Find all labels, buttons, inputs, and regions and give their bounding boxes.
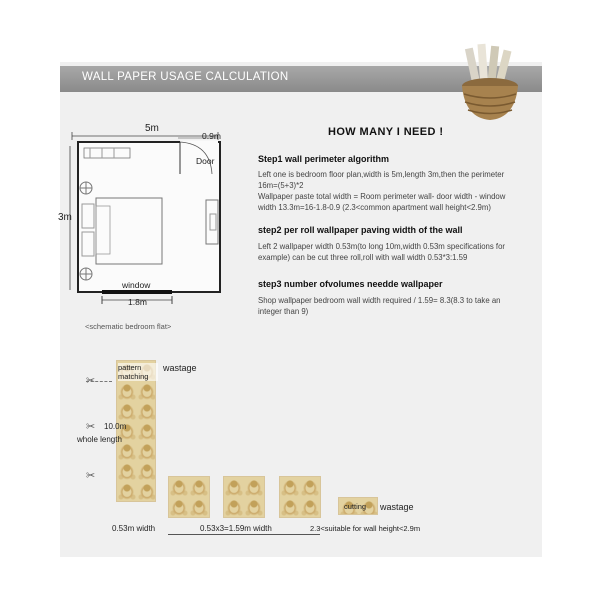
wastage-bottom-label: wastage bbox=[380, 502, 414, 512]
height-note-label: 2.3<suitable for wall height<2.9m bbox=[310, 524, 421, 533]
step1-line-2: 16m=(5+3)*2 bbox=[258, 181, 304, 190]
main-heading: HOW MANY I NEED ! bbox=[328, 126, 444, 138]
single-width-label: 0.53m width bbox=[112, 524, 156, 533]
scissors-icon: ✂ bbox=[86, 375, 96, 387]
triple-width-label: 0.53x3=1.59m width bbox=[200, 524, 272, 533]
door-label: Door bbox=[196, 156, 215, 166]
step1-line-1: Left one is bedroom floor plan,width is 5m,length 3m,then the perimeter bbox=[258, 170, 505, 179]
length-label: 3m bbox=[58, 212, 72, 223]
wallpaper-piece-1 bbox=[168, 476, 210, 518]
wastage-top-label: wastage bbox=[163, 363, 197, 373]
step2-line-2: example) can be cut three roll,roll with wall width 0.53*3:1.59 bbox=[258, 253, 468, 262]
step1-line-4: width 13.3m=16-1.8-0.9 (2.3<common apartment wall height<2.9m) bbox=[258, 203, 491, 212]
window-width-label: 1.8m bbox=[128, 297, 147, 307]
wallpaper-piece-2 bbox=[223, 476, 265, 518]
wallpaper-piece-3 bbox=[279, 476, 321, 518]
door-width-label: 0.9m bbox=[202, 131, 221, 141]
step1-title: Step1 wall perimeter algorithm bbox=[258, 154, 390, 164]
whole-length-label: whole length bbox=[77, 435, 122, 444]
wallpaper-basket-icon bbox=[455, 40, 525, 122]
step3-title: step3 number ofvolumes needde wallpaper bbox=[258, 279, 443, 289]
width-label: 5m bbox=[145, 123, 159, 134]
step2-line-1: Left 2 wallpaper width 0.53m(to long 10m,width 0.53m specifications for bbox=[258, 242, 506, 251]
step1-line-3: Wallpaper paste total width = Room perimeter wall- door width - window bbox=[258, 192, 506, 201]
length-label: 10.0m bbox=[104, 422, 127, 431]
pattern-matching-label: pattern matching bbox=[118, 363, 158, 381]
wallpaper-roll-strip bbox=[116, 360, 156, 502]
step2-title: step2 per roll wallpaper paving width of the wall bbox=[258, 225, 463, 235]
scissors-icon: ✂ bbox=[86, 470, 96, 482]
scissors-icon: ✂ bbox=[86, 421, 96, 433]
floorplan-caption: <schematic bedroom flat> bbox=[85, 322, 172, 331]
floor-plan bbox=[60, 118, 240, 333]
triple-width-line bbox=[168, 534, 320, 535]
cutting-label: cutting bbox=[344, 502, 367, 511]
step3-line-2: integer than 9) bbox=[258, 307, 309, 316]
step3-line-1: Shop wallpaper bedroom wall width required / 1.59= 8.3(8.3 to take an bbox=[258, 296, 501, 305]
cut-line bbox=[86, 381, 112, 382]
window-label: window bbox=[122, 280, 151, 290]
banner-title: WALL PAPER USAGE CALCULATION bbox=[82, 71, 289, 83]
